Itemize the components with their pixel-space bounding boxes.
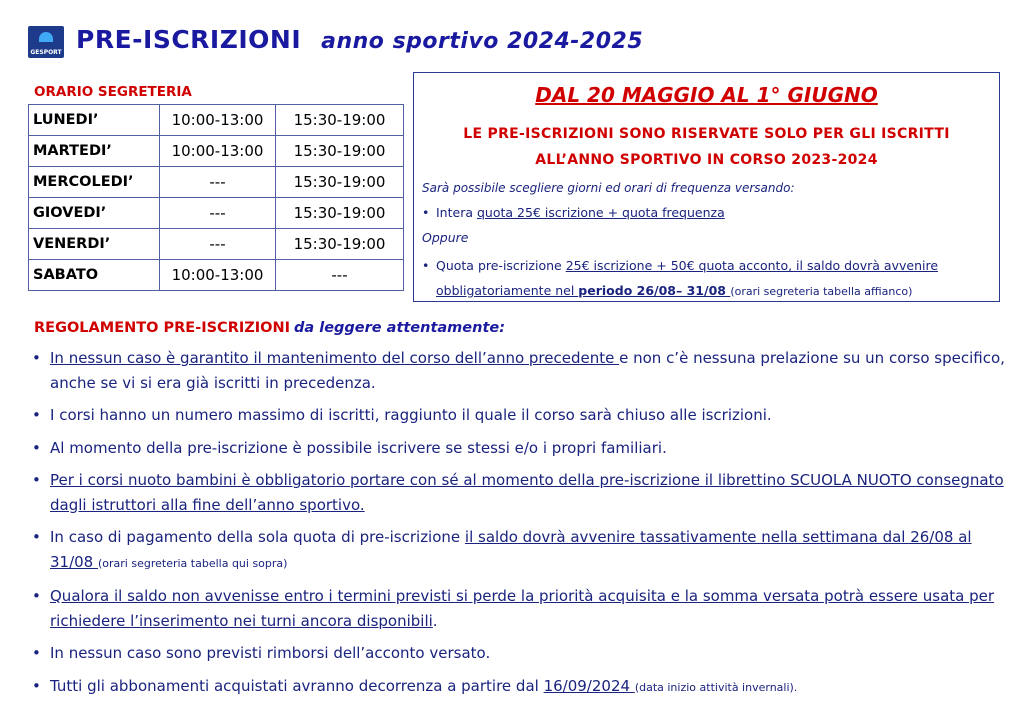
- cell-afternoon: ---: [276, 260, 404, 291]
- cell-morning: ---: [160, 167, 276, 198]
- notice-option1: • Intera quota 25€ iscrizione + quota frequenza: [422, 205, 725, 220]
- page-title: [76, 25, 643, 54]
- notice-option2: • Quota pre-iscrizione 25€ iscrizione + 50€ quota acconto, il saldo dovrà avvenire obbligatoriamente nel periodo 26/08– 31/08 (orari segreteria tabella affianco): [422, 253, 997, 304]
- cell-day: GIOVEDI’: [29, 198, 160, 229]
- table-row: [29, 136, 404, 167]
- sun-icon: [39, 32, 53, 42]
- regulation-label: REGOLAMENTO PRE-ISCRIZIONI da leggere attentamente:: [34, 320, 506, 336]
- notice-title: DAL 20 MAGGIO AL 1° GIUGNO: [535, 83, 878, 107]
- notice-or: Oppure: [422, 230, 469, 245]
- schedule-label: ORARIO SEGRETERIA: [34, 84, 192, 100]
- logo-text: GESPORT: [30, 49, 62, 56]
- list-item: • In nessun caso è garantito il mantenimento del corso dell’anno precedente e non c’è nessuna prelazione su un corso specifico, anche se vi si era già iscritti in precedenza.: [30, 346, 1005, 395]
- cell-day: LUNEDI’: [29, 105, 160, 136]
- cell-day: SABATO: [29, 260, 160, 291]
- list-item: • Tutti gli abbonamenti acquistati avranno decorrenza a partire dal 16/09/2024 (data inizio attività invernali).: [30, 674, 1005, 701]
- cell-day: MARTEDI’: [29, 136, 160, 167]
- cell-day: VENERDI’: [29, 229, 160, 260]
- cell-morning: 10:00-13:00: [160, 105, 276, 136]
- cell-afternoon: 15:30-19:00: [276, 105, 404, 136]
- schedule-table: [28, 104, 404, 291]
- bullet-icon: •: [422, 205, 430, 220]
- list-item: • In caso di pagamento della sola quota di pre-iscrizione il saldo dovrà avvenire tassativamente nella settimana dal 26/08 al 31/08 (orari segreteria tabella qui sopra): [30, 525, 1005, 576]
- cell-afternoon: 15:30-19:00: [276, 136, 404, 167]
- cell-morning: ---: [160, 229, 276, 260]
- cell-morning: 10:00-13:00: [160, 260, 276, 291]
- regulation-list: [30, 346, 1005, 708]
- table-row: [29, 229, 404, 260]
- cell-day: MERCOLEDI’: [29, 167, 160, 198]
- bullet-icon: •: [422, 258, 430, 273]
- list-item: • I corsi hanno un numero massimo di iscritti, raggiunto il quale il corso sarà chiuso alle iscrizioni.: [30, 403, 1005, 428]
- table-row: [29, 167, 404, 198]
- list-item: • Per i corsi nuoto bambini è obbligatorio portare con sé al momento della pre-iscrizione il librettino SCUOLA NUOTO consegnato dagli istruttori alla fine dell’anno sportivo.: [30, 468, 1005, 517]
- list-item: • Qualora il saldo non avvenisse entro i termini previsti si perde la priorità acquisita e la somma versata potrà essere usata per richiedere l’inserimento nei turni ancora disponibili.: [30, 584, 1005, 633]
- notice-intro: Sarà possibile scegliere giorni ed orari di frequenza versando:: [422, 181, 795, 195]
- title-main: PRE-ISCRIZIONI: [76, 25, 302, 54]
- cell-morning: ---: [160, 198, 276, 229]
- gesport-logo: [28, 26, 64, 58]
- notice-line1: LE PRE-ISCRIZIONI SONO RISERVATE SOLO PER GLI ISCRITTI: [463, 126, 950, 142]
- cell-afternoon: 15:30-19:00: [276, 229, 404, 260]
- cell-afternoon: 15:30-19:00: [276, 198, 404, 229]
- notice-box: [413, 72, 1000, 302]
- list-item: • Al momento della pre-iscrizione è possibile iscrivere se stessi e/o i propri familiari.: [30, 436, 1005, 461]
- table-row: [29, 105, 404, 136]
- title-sub: anno sportivo 2024-2025: [321, 29, 644, 54]
- table-row: [29, 198, 404, 229]
- list-item: • In nessun caso sono previsti rimborsi dell’acconto versato.: [30, 641, 1005, 666]
- cell-morning: 10:00-13:00: [160, 136, 276, 167]
- notice-line2: ALL’ANNO SPORTIVO IN CORSO 2023-2024: [535, 152, 878, 168]
- notice-heading: [414, 121, 999, 173]
- table-row: [29, 260, 404, 291]
- cell-afternoon: 15:30-19:00: [276, 167, 404, 198]
